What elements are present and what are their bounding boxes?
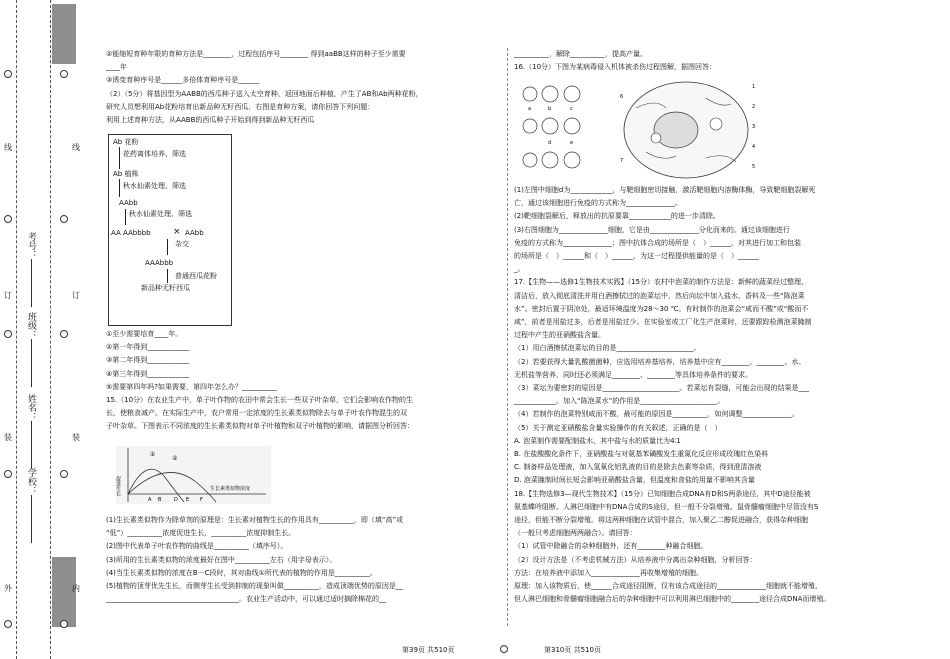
column-divider	[507, 48, 508, 626]
text-line: __________，解除__________，提高产量。	[514, 50, 647, 58]
cell-label: a	[528, 106, 532, 112]
exam-number-label: 考号：	[25, 232, 38, 307]
flow-step: 新品种无籽西瓜	[141, 284, 190, 292]
dashed-line-inner	[50, 0, 51, 659]
curve-2-label: ②	[172, 455, 178, 462]
class-label: 班级：	[25, 312, 38, 387]
y-axis-label: 促进生长	[115, 476, 121, 496]
tick-label: F	[200, 497, 203, 503]
line-char-outer: 线	[4, 143, 12, 152]
breeding-flowchart	[108, 134, 232, 326]
text-line: ____年	[106, 63, 127, 72]
text-line: 水”。密封后置于阴凉处，最适环境温度为28～30 ℃。有时制作的泡菜会“咸而不酸”或“酸而不	[514, 304, 809, 313]
text-line: 原理：加入该物质后，使______合成途径阻断，仅有该合成途径的______________细胞就不能增殖，	[514, 582, 822, 591]
flow-step: 秋水仙素处理、筛选	[123, 182, 186, 190]
gray-bar-top	[52, 4, 76, 64]
text-line: （2）设计方法是（不考虑机械方法）从培养液中分离出杂种细胞，分析回答：	[514, 555, 757, 564]
outside-char: 外	[4, 584, 12, 593]
flow-step: Ab 植株	[113, 170, 139, 178]
text-line: (2)图中代表单子叶农作物的曲线是__________（填序号）。	[106, 542, 288, 551]
text-line: (5)植物的顶芽优先生长，而侧芽生长受到抑制的现象叫做__________，造成顶端优势的原因是__	[106, 582, 403, 591]
inside-char: 内	[72, 584, 80, 593]
text-line: 无机盐等营养，同时还必须满足________、________等具体培养条件的要求。	[514, 370, 752, 379]
flow-arrow	[119, 147, 120, 169]
text-line: ③诱变育种序号是______多倍体育种序号是______	[106, 76, 260, 85]
outer-char-inner: 装	[72, 433, 80, 442]
text-line: A. 泡菜制作需要配制盐水，其中盐与水的质量比为4∶1	[514, 436, 681, 445]
cell-label: 5	[752, 164, 756, 170]
text-line: 的场所是（ ）______和（ ）______，为这一过程提供能量的是（ ）______	[514, 252, 759, 261]
text-line: （2）（5分）将基因型为AABB的西瓜种子送入太空育种，返回地面后种植，产生了AB和Ab两种花粉，	[106, 89, 423, 98]
line-char-inner: 线	[72, 143, 80, 152]
text-line: “低”）__________浓度促进生长，__________浓度抑制生长。	[106, 529, 296, 538]
binding-char-outer: 订	[4, 291, 12, 300]
text-line: 子叶杂草。下图表示不同浓度的生长素类似物对单子叶植物和双子叶植物的影响，请据图分析回答：	[106, 422, 414, 431]
dashed-line-outer	[16, 0, 17, 659]
text-line: ③第二年得到____________	[106, 356, 190, 365]
binding-char-inner: 订	[72, 291, 80, 300]
flow-step: Ab 花粉	[113, 138, 139, 146]
text-line: (1)左图中细胞d为____________，与靶细胞密切接触，激活靶细胞内溶酶体酶，导致靶细胞裂解死	[514, 186, 816, 194]
binding-hole	[4, 70, 12, 78]
cell-label: 1	[752, 84, 756, 90]
flow-step: 杂交	[175, 240, 189, 248]
text-line: ②第一年得到____________	[106, 343, 190, 352]
text-line: 利用上述育种方法，从AABB的西瓜种子开始到得到新品种无籽西瓜	[106, 116, 315, 125]
text-line: 途径，但能不断分裂增殖。将这两种细胞在试管中混合，加入聚乙二醇促进融合，获得杂种细胞	[514, 516, 808, 525]
right-column-top	[514, 48, 914, 74]
name-label: 姓名：	[25, 394, 38, 469]
flow-step: AAAbbb	[145, 259, 174, 267]
text-line: （5）关于测定亚硝酸盐含量实验操作的有关叙述，正确的是（ ）	[514, 423, 722, 432]
text-line: 17.【生物——选修1生物技术实践】（15分）农村中泡菜的制作方法是：新鲜的蔬菜经过整理、	[514, 278, 808, 287]
text-line: 16.（10分）下图为某病毒侵入机体被杀伤过程图解，据图回答：	[514, 63, 717, 72]
text-line: （1）用白酒擦拭泡菜坛的目的是______________________。	[514, 344, 701, 353]
x-axis-label: 生长素类似物浓度	[210, 486, 251, 492]
text-line: （2）若要获得大量乳酸菌菌种，应选用培养基培养，培养基中应有________、________、水、	[514, 357, 806, 366]
text-line: 方法：在培养液中添加入______________再收集增殖的细胞。	[514, 568, 703, 577]
text-line: B. 在盐酸酸化条件下，亚硝酸盐与对氨基苯磺酸发生重氮化反应形成玫瑰红色染料	[514, 450, 769, 459]
cell-label: 7	[620, 158, 624, 164]
cell-label: b	[548, 106, 552, 112]
binding-hole	[60, 620, 68, 628]
text-line: 15.（10分）在农业生产中，单子叶作物的农田中常会生长一些双子叶杂草，它们会影响农作物的生	[106, 396, 414, 405]
auxin-concentration-graph	[116, 446, 271, 504]
binding-hole	[4, 215, 12, 223]
cell-label: 3	[752, 124, 756, 130]
text-line: 清洁后，放入彻底清洗并用白酒擦拭过的泡菜坛中，然后向坛中加入盐水、香料及一些“陈泡菜	[514, 291, 805, 300]
binding-hole	[60, 70, 68, 78]
right-column-main	[514, 184, 914, 607]
text-line: （4）若制作的泡菜特别咸而不酸，最可能的原因是__________，如何调整______________。	[514, 410, 799, 419]
text-line: (1)生长素类似物作为除草剂的原理是：生长素对植物生长的作用具有__________，即（填“高”或	[106, 516, 404, 524]
binding-hole	[4, 470, 12, 478]
left-column-mid	[106, 328, 501, 434]
cell-label: 4	[752, 144, 756, 150]
school-label: 学校：	[25, 468, 38, 543]
text-line: (3)右图细胞为______________细胞，它是由______________分化而来的。通过该细胞进行	[514, 225, 790, 234]
immune-cell-diagram	[516, 78, 761, 180]
text-line: ④第三年得到____________	[106, 369, 190, 378]
binding-hole	[60, 470, 68, 478]
flow-step: AAbb	[185, 229, 204, 237]
binding-hole	[60, 215, 68, 223]
cross-icon: ×	[173, 227, 181, 237]
flow-arrow	[167, 269, 168, 283]
page-number-left: 第39页 共510页	[402, 646, 455, 654]
text-line: 18.【生物选修3—现代生物技术】（15分）已知细胞合成DNA有D和S两条途径，其中D途径能被	[514, 489, 811, 498]
flow-step: 花药离体培养、筛选	[123, 150, 186, 158]
text-line: 氨基蝶呤阻断。人淋巴细胞中有DNA合成的S途径，但一般不分裂增殖。鼠骨髓瘤细胞中尽管没有S	[514, 502, 819, 511]
text-line: ②能缩短育种年限的育种方法是________，过程包括序号________ 得到aaBB这样的种子至少需要	[106, 50, 406, 58]
text-line: ①至少需要培育____年。	[106, 330, 183, 338]
text-line: (3)所用的生长素类似物的浓度最好在图中__________左右（用字母表示）。	[106, 555, 337, 564]
text-line: D. 泡菜腌制时间长短会影响亚硝酸盐含量，但温度和食盐的用量不影响其含量	[514, 476, 755, 485]
text-line: 亡，通过该细胞进行免疫的方式称为______________。	[514, 199, 682, 208]
text-line: ⑤需要第四年吗?如果需要，第四年怎么办？__________	[106, 382, 277, 391]
cell-label: d	[548, 140, 552, 146]
flow-step: AAbb	[119, 199, 138, 207]
text-line: ______________________________________。农业生产活动中，可以通过适时摘除棉花的__	[106, 595, 386, 604]
binding-hole	[4, 620, 12, 628]
text-line: 免疫的方式称为______________；图中抗体合成的场所是（ ）______，对其进行加工和包装	[514, 238, 801, 247]
cell-label: c	[570, 106, 573, 112]
flow-arrow	[119, 179, 120, 197]
text-line: （3）菜坛为要密封的原因是______________________。若菜坛有裂缝，可能会出现的结果是___	[514, 384, 809, 393]
text-line: 研究人员想利用Ab花粉培育出新品种无籽西瓜．右图是育种方案，请你回答下列问题：	[106, 102, 375, 111]
flow-step: 普通西瓜花粉	[175, 272, 217, 280]
page-number-right: 第310页 共510页	[544, 646, 601, 654]
text-line: (2)靶细胞裂解后，释放出的抗原要靠____________的进一步清除。	[514, 212, 720, 221]
text-line: ____________。加入“陈泡菜水”的作用是______________________。	[514, 397, 725, 406]
flow-step: AA AAbbbb	[111, 229, 151, 237]
cell-label: 2	[752, 104, 756, 110]
cell-label: 6	[620, 94, 624, 100]
text-line: _。	[514, 265, 525, 274]
outer-char-outer: 装	[4, 433, 12, 442]
curve-1-label: ①	[150, 451, 156, 458]
text-line: （一般只考虑细胞两两融合）。请回答：	[514, 529, 637, 538]
flow-step: 秋水仙素处理、筛选	[129, 210, 192, 218]
left-column-bottom	[106, 514, 501, 606]
text-line: 过程中产生的亚硝酸盐含量。	[514, 331, 605, 340]
cell-label: e	[570, 140, 574, 146]
tick-label: E	[186, 497, 190, 503]
flow-arrow	[125, 209, 126, 225]
binding-hole	[60, 330, 68, 338]
text-line: （1）试管中除融合的杂种细胞外，还有________种融合细胞。	[514, 542, 708, 551]
center-hole	[500, 645, 508, 653]
text-line: 但人淋巴细胞和骨髓瘤细胞融合后的杂种细胞中可以利用淋巴细胞中的________途径合成DNA而增殖。	[514, 595, 831, 604]
tick-label: A	[148, 497, 152, 503]
text-line: (4)当生长素类似物的浓度在B－C段时，其对曲线①所代表的植物的作用是__________。	[106, 568, 377, 577]
binding-hole	[4, 330, 12, 338]
text-line: 长，使粮食减产。在实际生产中，农户常用一定浓度的生长素类似物除去与单子叶农作物混生的双	[106, 409, 407, 418]
text-line: C. 制备样品处理液，加入氢氧化铝乳液的目的是除去色素等杂质，得到澄清溶液	[514, 463, 762, 472]
left-column	[106, 48, 501, 127]
tick-label: B	[158, 497, 162, 503]
tick-label: D	[174, 497, 178, 503]
text-line: 咸”，前者是用盐过多，后者是用盐过少。在实验室或工厂化生产泡菜时，还要跟踪检测泡菜腌制	[514, 318, 812, 327]
flow-arrow	[167, 239, 168, 255]
